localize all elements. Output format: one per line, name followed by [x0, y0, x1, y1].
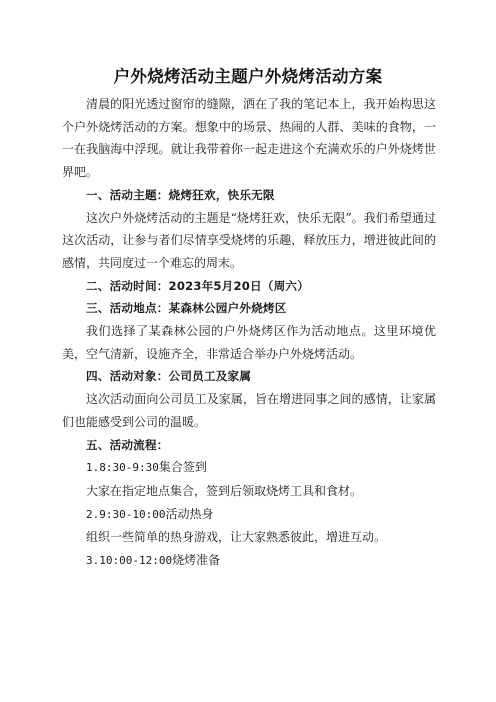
document-title: 户外烧烤活动主题户外烧烤活动方案 — [113, 67, 383, 86]
section-body-audience: 这次活动面向公司员工及家属，旨在增进同事之间的感情，让家属们也能感受到公司的温暖。 — [62, 392, 436, 429]
intro-paragraph: 清晨的阳光透过窗帘的缝隙，洒在了我的笔记本上，我开始构思这个户外烧烤活动的方案。想象中的场景、热闹的人群、美味的食物，一一在我脑海中浮现。就让我带着你一起走进这个充满欢乐的户外烧烤世界吧。 — [62, 97, 436, 180]
step-time: 3.10:00-12:00 — [86, 554, 173, 568]
section-heading-process: 五、活动流程： — [86, 437, 169, 452]
step-description: 大家在指定地点集合，签到后领取烧烤工具和食材。 — [86, 483, 363, 498]
step-title — [62, 503, 436, 527]
step-label: 集合签到 — [158, 460, 207, 475]
section-heading-location: 三、活动地点：某森林公园户外烧烤区 — [86, 301, 287, 316]
step-time: 1.8:30-9:30 — [86, 461, 159, 475]
document-body — [62, 93, 436, 573]
step-time: 2.9:30-10:00 — [86, 507, 166, 521]
section-heading-audience: 四、活动对象：公司员工及家属 — [86, 369, 252, 384]
step-description: 组织一些简单的热身游戏，让大家熟悉彼此，增进互动。 — [86, 530, 387, 545]
step-label: 活动热身 — [165, 506, 214, 521]
step-label: 烧烤准备 — [172, 553, 221, 568]
step-title — [62, 549, 436, 573]
section-body-location: 我们选择了某森林公园的户外烧烤区作为活动地点。这里环境优美，空气清新，设施齐全，非常适合举办户外烧烤活动。 — [62, 324, 436, 361]
section-heading-theme: 一、活动主题：烧烤狂欢，快乐无限 — [86, 187, 275, 202]
section-heading-time: 二、活动时间：2023年5月20日（周六） — [86, 278, 309, 293]
step-title — [62, 456, 436, 480]
section-body-theme: 这次户外烧烤活动的主题是“烧烤狂欢，快乐无限”。我们希望通过这次活动，让参与者们尽情享受烧烤的乐趣，释放压力，增进彼此间的感情，共同度过一个难忘的周末。 — [62, 210, 436, 270]
